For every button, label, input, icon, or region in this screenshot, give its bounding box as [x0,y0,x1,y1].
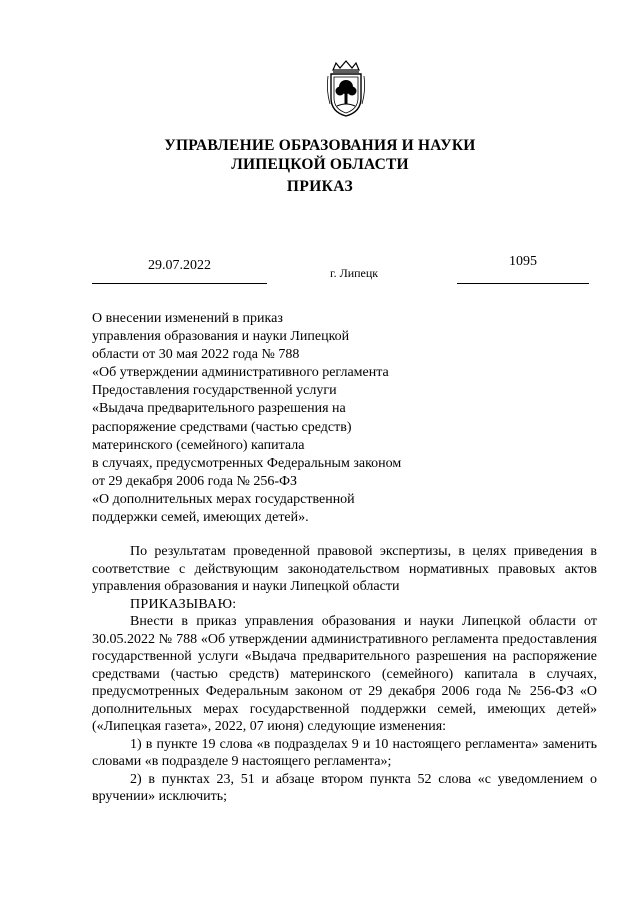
subject-line: «Выдача предварительного разрешения на [92,401,346,417]
order-number: 1095 [457,253,589,284]
subject-line: материнского (семейного) капитала [92,437,305,453]
change-item-2: 2) в пунктах 23, 51 и абзаце втором пункта 52 слова «с уведомлением о вручении» исключить; [92,771,597,804]
organization-name [0,136,640,174]
subject-line: распоряжение средствами (частью средств) [92,419,352,435]
subject-line: от 29 декабря 2006 года № 256-ФЗ [92,473,298,489]
change-item-1: 1) в пункте 19 слова «в подразделах 9 и 10 настоящего регламента» заменить словами «в подразделе 9 настоящего регламента»; [92,736,597,769]
order-subject [92,310,452,527]
subject-line: управления образования и науки Липецкой [92,329,350,345]
main-paragraph: Внести в приказ управления образования и науки Липецкой области от 30.05.2022 № 788 «Об утверждении административного регламента предоставления государственной услуги «Выдача предварительного разрешения на распоряжение средствами (частью средств) материнского (семейного) капитала в случаях, предусмотренных Федеральным законом от 29 декабря 2006 года № 256-ФЗ «О дополнительных мерах государственной поддержки семей, имеющих детей» («Липецкая газета», 2022, 07 июня) следующие изменения: [92,614,597,734]
subject-line: Предоставления государственной услуги [92,383,337,399]
subject-line: области от 30 мая 2022 года № 788 [92,347,300,363]
subject-line: «Об утверждении административного регламента [92,365,389,381]
organization-line-2: ЛИПЕЦКОЙ ОБЛАСТИ [231,156,409,173]
subject-line: в случаях, предусмотренных Федеральным законом [92,455,402,471]
preamble-paragraph: По результатам проведенной правовой экспертизы, в целях приведения в соответствие с действующим законодательством нормативных правовых актов управления образования и науки Липецкой области [92,544,597,594]
coat-of-arms-icon [325,60,367,118]
order-date: 29.07.2022 [92,257,267,284]
subject-line: О внесении изменений в приказ [92,311,283,326]
organization-line-1: УПРАВЛЕНИЕ ОБРАЗОВАНИЯ И НАУКИ [164,137,476,154]
order-city: г. Липецк [330,266,379,280]
order-body [92,543,597,806]
order-directive: ПРИКАЗЫВАЮ: [130,596,237,612]
subject-line: поддержки семей, имеющих детей». [92,510,309,526]
document-type: ПРИКАЗ [286,178,354,195]
subject-line: «О дополнительных мерах государственной [92,491,355,507]
